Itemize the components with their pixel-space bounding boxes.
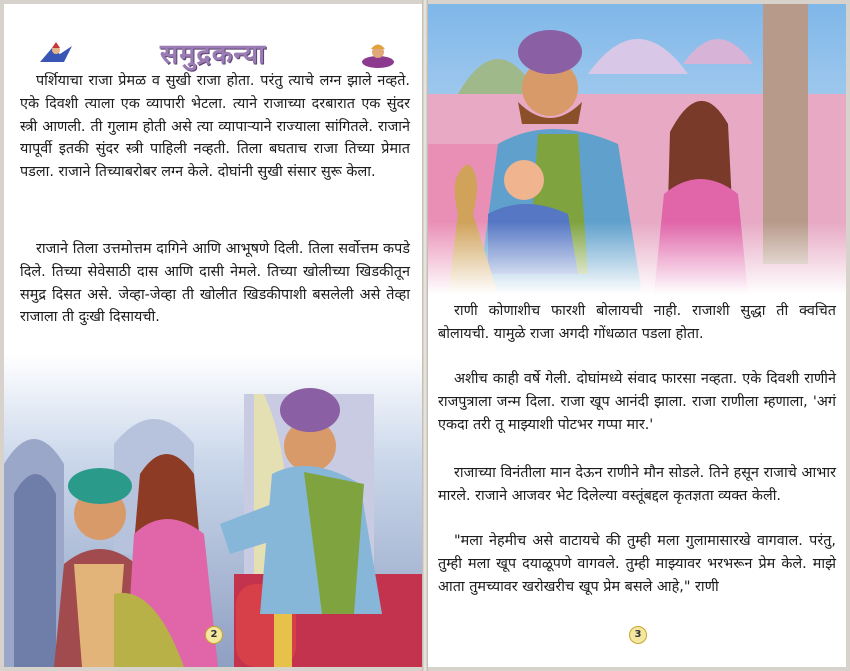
royal-family-illustration xyxy=(428,4,846,294)
page-number: 2 xyxy=(205,626,223,644)
right-paragraph-4: "मला नेहमीच असे वाटायचे की तुम्ही मला गुलामासारखे वागवाल. परंतु, तुम्ही मला खूप दयाळूपणे वागवले. तुम्ही माझ्यावर भरभरून प्रेम केले. माझे आता तुमच्यावर खरोखरीच खूप प्रेम बसले आहे," राणी xyxy=(438,533,836,595)
right-paragraph-1: राणी कोणाशीच फारशी बोलायची नाही. राजाशी सुद्धा ती क्वचित बोलायची. यामुळे राजा अगदी गोंधळात पडला होता. xyxy=(438,303,836,342)
right-paragraph-2: अशीच काही वर्षे गेली. दोघांमध्ये संवाद फारसा नव्हता. एके दिवशी राणीने राजपुत्राला जन्म दिला. राजा खूप आनंदी झाला. राजा राणीला म्हणाला, 'अगं एकदा तरी तू माझ्याशी पोटभर गप्पा मार.' xyxy=(438,371,836,433)
flying-merchant-icon xyxy=(360,40,396,70)
page-number: 3 xyxy=(629,626,647,644)
left-paragraph-1: पर्शियाचा राजा प्रेमळ व सुखी राजा होता. परंतु त्याचे लग्न झाले नव्हते. एके दिवशी त्याला एक व्यापारी भेटला. त्याने राजाच्या दरबारात एक सुंदर स्त्री आणली. ती गुलाम होती असे त्या व्यापाऱ्याने राज्याला सांगितले. राजाने यापूर्वी इतकी सुंदर स्त्री पाहिली नव्हती. तिला बघताच राजा तिच्या प्रेमात पडला. राजाने तिच्याबरोबर लग्न केले. दोघांनी सुखी संसार सुरू केला. xyxy=(20,73,410,181)
right-page xyxy=(428,4,846,667)
court-scene-illustration xyxy=(4,354,422,667)
right-paragraph-3: राजाच्या विनंतीला मान देऊन राणीने मौन सोडले. तिने हसून राजाचे आभार मारले. राजाने आजवर भेट दिलेल्या वस्तूंबद्दल कृतज्ञता व्यक्त केली. xyxy=(438,465,836,504)
left-paragraph-2: राजाने तिला उत्तमोत्तम दागिने आणि आभूषणे दिली. तिला सर्वोत्तम कपडे दिले. तिच्या सेवेसाठी दास आणि दासी नेमले. तिच्या खोलीच्या खिडकीतून समुद्र दिसत असे. जेव्हा-जेव्हा ती खोलीत खिडकीपाशी बसलेली असे तेव्हा राजाला ती दुःखी दिसायची. xyxy=(20,241,410,326)
page-title: समुद्रकन्या xyxy=(159,39,267,70)
left-page xyxy=(4,4,422,667)
